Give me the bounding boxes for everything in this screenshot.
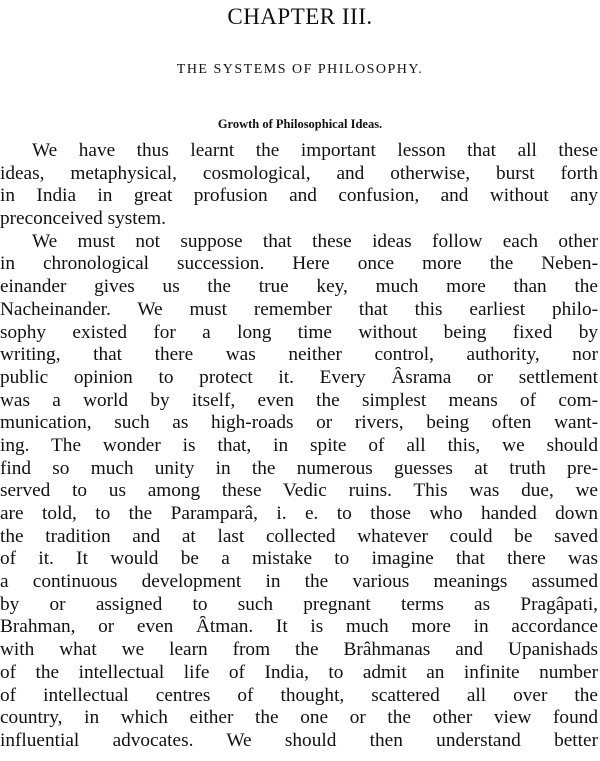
text-line: Nacheinander. We must remember that this earliest philo- — [0, 298, 598, 320]
text-line: of intellectual centres of thought, scattered all over the — [0, 684, 598, 706]
text-line: writing, that there was neither control, authority, nor — [0, 344, 598, 366]
text-line: ideas, metaphysical, cosmological, and otherwise, burst forth — [0, 162, 598, 184]
text-line: We must not suppose that these ideas follow each other — [32, 230, 598, 252]
text-line: ing. The wonder is that, in spite of all this, we should — [0, 434, 598, 456]
chapter-heading: CHAPTER III. — [227, 4, 373, 29]
text-line: served to us among these Vedic ruins. This was due, we — [0, 480, 598, 502]
body-text — [0, 140, 598, 753]
text-line: are told, to the Paramparâ, i. e. to those who handed down — [0, 503, 598, 524]
text-line: the tradition and at last collected whatever could be saved — [0, 525, 598, 547]
text-line: a continuous development in the various meanings assumed — [0, 571, 598, 593]
text-line: Brahman, or even Âtman. It is much more in accordance — [0, 616, 598, 638]
text-line: with what we learn from the Brâhmanas and Upanishads — [0, 639, 598, 661]
text-line: public opinion to protect it. Every Âsrama or settlement — [0, 366, 598, 388]
text-line: einander gives us the true key, much more than the — [0, 276, 598, 298]
text-line: sophy existed for a long time without being fixed by — [0, 321, 598, 343]
text-line: by or assigned to such pregnant terms as Pragâpati, — [0, 593, 598, 615]
text-line: munication, such as high-roads or rivers, being often want- — [0, 412, 598, 434]
text-line: preconceived system. — [0, 208, 166, 230]
text-line: of it. It would be a mistake to imagine that there was — [0, 548, 598, 570]
text-line: in India in great profusion and confusion, and without any — [0, 185, 598, 207]
text-line: find so much unity in the numerous guesses at truth pre- — [0, 457, 598, 479]
text-line: influential advocates. We should then understand better — [0, 729, 598, 751]
text-line: country, in which either the one or the other view found — [0, 707, 598, 729]
text-line: in chronological succession. Here once more the Neben- — [0, 253, 598, 275]
text-line: We have thus learnt the important lesson that all these — [32, 140, 598, 161]
text-line: of the intellectual life of India, to admit an infinite number — [0, 661, 598, 683]
section-title: THE SYSTEMS OF PHILOSOPHY. — [176, 62, 424, 77]
subheading: Growth of Philosophical Ideas. — [217, 117, 383, 131]
text-line: was a world by itself, even the simplest means of com- — [0, 389, 598, 411]
